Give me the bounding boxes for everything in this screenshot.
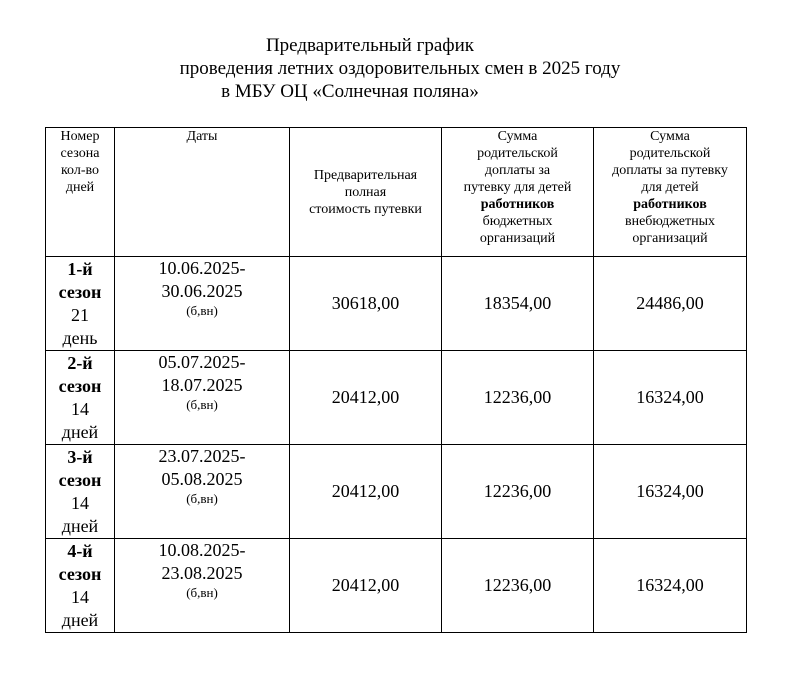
date-start: 05.07.2025- <box>158 352 246 372</box>
header-text-bold: работников <box>633 197 707 212</box>
table-row <box>46 445 747 539</box>
header-text: стоимость путевки <box>309 201 422 217</box>
header-season <box>46 128 115 257</box>
season-cell <box>46 351 115 445</box>
full-cost-cell: 20412,00 <box>290 351 442 445</box>
header-text: организаций <box>632 231 708 246</box>
dates-cell <box>115 539 290 633</box>
header-text: доплаты за путевку <box>612 163 728 178</box>
header-text: родительской <box>477 146 558 161</box>
season-word: сезон <box>58 375 102 396</box>
date-note: (б,вн) <box>186 397 218 412</box>
full-cost-cell: 20412,00 <box>290 539 442 633</box>
header-nonbudget <box>594 128 747 257</box>
season-word: сезон <box>58 469 102 490</box>
title-line-1: Предварительный график <box>265 35 475 56</box>
date-note: (б,вн) <box>186 303 218 318</box>
date-start: 10.06.2025- <box>158 258 246 278</box>
header-text: дней <box>65 180 95 195</box>
full-cost-cell: 30618,00 <box>290 257 442 351</box>
header-text: внебюджетных <box>624 214 716 229</box>
header-text: Предварительная <box>313 167 418 183</box>
budget-cell: 12236,00 <box>442 351 594 445</box>
header-text: кол-во <box>60 163 100 178</box>
header-text: Сумма <box>650 129 690 144</box>
header-text: бюджетных <box>482 214 553 229</box>
date-note: (б,вн) <box>186 491 218 506</box>
season-number: 2-й <box>67 352 93 373</box>
season-days: 21 <box>71 304 89 325</box>
table-row <box>46 351 747 445</box>
dates-cell <box>115 445 290 539</box>
document-title <box>0 34 800 103</box>
season-word: сезон <box>58 563 102 584</box>
budget-cell: 12236,00 <box>442 445 594 539</box>
header-text-bold: работников <box>480 197 555 212</box>
date-end: 05.08.2025 <box>161 469 243 489</box>
dates-cell <box>115 257 290 351</box>
header-text: Сумма <box>497 129 538 144</box>
date-start: 10.08.2025- <box>158 540 246 560</box>
nonbudget-cell: 24486,00 <box>594 257 747 351</box>
header-text: для детей <box>641 180 699 195</box>
table-row <box>46 257 747 351</box>
season-days: 14 <box>71 492 89 513</box>
header-text: сезона <box>60 146 100 161</box>
season-cell <box>46 257 115 351</box>
table-row <box>46 539 747 633</box>
season-number: 1-й <box>67 258 93 279</box>
season-days: 14 <box>71 586 89 607</box>
season-days-unit: день <box>62 327 98 348</box>
budget-cell: 12236,00 <box>442 539 594 633</box>
date-note: (б,вн) <box>186 585 218 600</box>
header-text: путевку для детей <box>463 180 572 195</box>
season-days-unit: дней <box>61 609 99 630</box>
season-days: 14 <box>71 398 89 419</box>
season-number: 3-й <box>67 446 93 467</box>
season-cell <box>46 445 115 539</box>
header-full-cost <box>290 128 442 257</box>
title-line-2: проведения летних оздоровительных смен в 2025 году <box>179 58 621 79</box>
header-text: Номер <box>60 129 100 144</box>
schedule-table <box>45 127 747 633</box>
budget-cell: 18354,00 <box>442 257 594 351</box>
dates-cell <box>115 351 290 445</box>
header-text: доплаты за <box>484 163 551 178</box>
season-word: сезон <box>58 281 102 302</box>
full-cost-cell: 20412,00 <box>290 445 442 539</box>
header-text: организаций <box>479 231 556 246</box>
header-budget <box>442 128 594 257</box>
season-cell <box>46 539 115 633</box>
date-end: 30.06.2025 <box>161 281 243 301</box>
season-days-unit: дней <box>61 421 99 442</box>
nonbudget-cell: 16324,00 <box>594 539 747 633</box>
date-start: 23.07.2025- <box>158 446 246 466</box>
date-end: 23.08.2025 <box>161 563 243 583</box>
season-days-unit: дней <box>61 515 99 536</box>
header-text: родительской <box>629 146 711 161</box>
title-line-3: в МБУ ОЦ «Солнечная поляна» <box>221 81 479 102</box>
season-number: 4-й <box>67 540 93 561</box>
nonbudget-cell: 16324,00 <box>594 445 747 539</box>
header-dates <box>115 128 290 257</box>
header-text: Даты <box>186 129 218 144</box>
date-end: 18.07.2025 <box>161 375 243 395</box>
table-header-row <box>46 128 747 257</box>
header-text: полная <box>344 184 387 200</box>
nonbudget-cell: 16324,00 <box>594 351 747 445</box>
